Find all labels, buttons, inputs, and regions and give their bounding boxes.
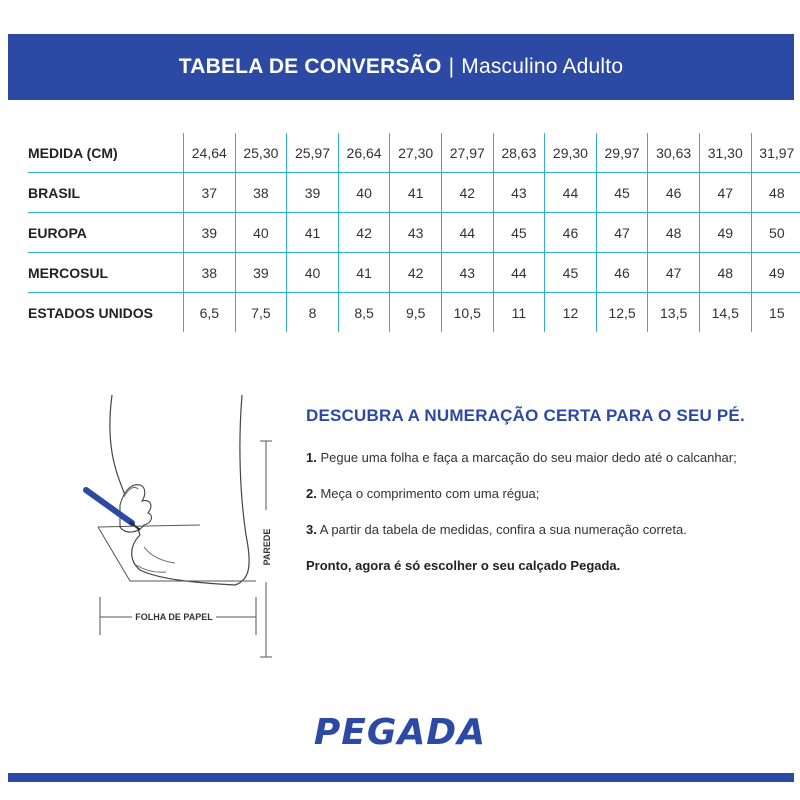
table-cell: 28,63 [493, 133, 545, 173]
table-cell: 45 [493, 213, 545, 253]
table-row [28, 213, 800, 253]
table-cell: 47 [699, 173, 751, 213]
step-text: A partir da tabela de medidas, confira a sua numeração correta. [319, 522, 687, 537]
table-cell: 43 [493, 173, 545, 213]
table-cell: 13,5 [648, 293, 700, 333]
table-cell: 44 [545, 173, 597, 213]
table-cell: 39 [235, 253, 287, 293]
table-cell: 9,5 [390, 293, 442, 333]
paper-label: FOLHA DE PAPEL [135, 612, 213, 622]
table-cell: 27,97 [441, 133, 493, 173]
table-cell: 45 [545, 253, 597, 293]
header-separator: | [448, 55, 455, 78]
row-label: BRASIL [28, 173, 184, 213]
table-row [28, 133, 800, 173]
table-cell: 49 [699, 213, 751, 253]
wall-label: PAREDE [262, 528, 272, 566]
foot-drawing [60, 385, 300, 665]
table-cell: 44 [441, 213, 493, 253]
table-cell: 24,64 [184, 133, 236, 173]
table-cell: 25,30 [235, 133, 287, 173]
footer-bar [8, 773, 794, 782]
step-number: 2. [306, 486, 317, 501]
table-cell: 7,5 [235, 293, 287, 333]
table-cell: 45 [596, 173, 648, 213]
table-row [28, 293, 800, 333]
step-number: 1. [306, 450, 317, 465]
table-cell: 29,30 [545, 133, 597, 173]
table-cell: 43 [441, 253, 493, 293]
table-cell: 12,5 [596, 293, 648, 333]
table-cell: 14,5 [699, 293, 751, 333]
table-cell: 11 [493, 293, 545, 333]
table-cell: 27,30 [390, 133, 442, 173]
row-label: ESTADOS UNIDOS [28, 293, 184, 333]
table-cell: 41 [338, 253, 390, 293]
foot-measure-illustration [60, 385, 300, 665]
table-cell: 49 [751, 253, 800, 293]
instructions-title: DESCUBRA A NUMERAÇÃO CERTA PARA O SEU PÉ. [306, 406, 745, 425]
table-cell: 42 [338, 213, 390, 253]
table-cell: 48 [699, 253, 751, 293]
header-title-light: Masculino Adulto [461, 55, 624, 78]
table-cell: 48 [648, 213, 700, 253]
row-label: EUROPA [28, 213, 184, 253]
table-cell: 44 [493, 253, 545, 293]
table-cell: 40 [338, 173, 390, 213]
step-number: 3. [306, 522, 317, 537]
table-cell: 41 [287, 213, 339, 253]
table-cell: 31,30 [699, 133, 751, 173]
table-cell: 42 [441, 173, 493, 213]
table-cell: 40 [235, 213, 287, 253]
table-cell: 26,64 [338, 133, 390, 173]
step-text: Meça o comprimento com uma régua; [320, 486, 540, 501]
row-label: MERCOSUL [28, 253, 184, 293]
table-cell: 46 [596, 253, 648, 293]
conversion-table [28, 133, 795, 332]
table-cell: 43 [390, 213, 442, 253]
table-cell: 48 [751, 173, 800, 213]
table-cell: 38 [184, 253, 236, 293]
table-cell: 30,63 [648, 133, 700, 173]
instructions-panel [306, 406, 776, 573]
table-cell: 6,5 [184, 293, 236, 333]
table-row [28, 253, 800, 293]
header-banner [8, 34, 794, 100]
table-cell: 10,5 [441, 293, 493, 333]
table-cell: 40 [287, 253, 339, 293]
instruction-step-3 [306, 522, 776, 537]
table-cell: 8,5 [338, 293, 390, 333]
table-cell: 12 [545, 293, 597, 333]
table-cell: 39 [287, 173, 339, 213]
closing-text: Pronto, agora é só escolher o seu calçado Pegada. [306, 558, 621, 573]
instruction-step-2 [306, 486, 776, 501]
table-cell: 25,97 [287, 133, 339, 173]
row-label: MEDIDA (CM) [28, 144, 118, 161]
table-cell: 47 [596, 213, 648, 253]
table-cell: 38 [235, 173, 287, 213]
pegada-logo: PEGADA [313, 712, 487, 753]
table-cell: 31,97 [751, 133, 800, 173]
table-cell: 29,97 [596, 133, 648, 173]
table-cell: 47 [648, 253, 700, 293]
header-title-bold: TABELA DE CONVERSÃO [178, 55, 442, 78]
table-cell: 37 [184, 173, 236, 213]
instruction-step-1 [306, 450, 776, 465]
table-cell: 15 [751, 293, 800, 333]
table-cell: 39 [184, 213, 236, 253]
table-cell: 41 [390, 173, 442, 213]
table-row [28, 173, 800, 213]
table-cell: 8 [287, 293, 339, 333]
table-cell: 50 [751, 213, 800, 253]
table-cell: 46 [648, 173, 700, 213]
step-text: Pegue uma folha e faça a marcação do seu maior dedo até o calcanhar; [320, 450, 737, 465]
table-cell: 46 [545, 213, 597, 253]
table-cell: 42 [390, 253, 442, 293]
